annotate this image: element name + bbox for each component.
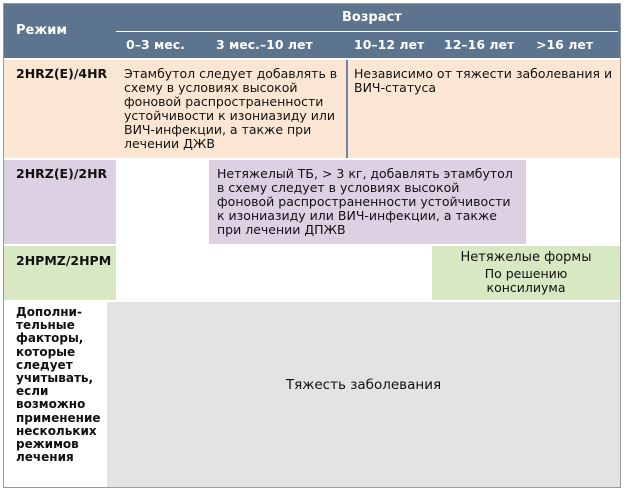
age-group-0: 0–3 мес. <box>126 37 185 52</box>
header-divider <box>116 31 618 32</box>
table-header <box>4 4 620 58</box>
age-group-4: >16 лет <box>536 37 594 52</box>
age-group-3: 12–16 лет <box>444 37 515 52</box>
age-group-1: 3 мес.–10 лет <box>216 37 313 52</box>
row-2-text-cell <box>209 160 526 244</box>
row-4-label-cell <box>4 302 107 487</box>
row-1-left-text: Этамбутол следует добавлять в схему в условиях высокой фоновой распространенности устойчивости к изониазиду или ВИЧ-инфекции, а также при лечении ДЖВ <box>124 66 338 151</box>
row-4-factors-label: Дополни-тельные факторы, которые следует учитывать, если возможно применение нескольких режимов лечения <box>16 305 101 465</box>
row-3-subtitle: По решению консилиума <box>484 266 568 295</box>
row-2-text: Нетяжелый ТБ, > 3 кг, добавлять этамбутол в схему следует в условиях высокой фоновой распространенности устойчивости к изониазиду или ВИЧ-инфекции, а также при лечении ДПЖВ <box>217 166 513 237</box>
row-3-result-cell <box>432 246 620 300</box>
row-1-right-text: Независимо от тяжести заболевания и ВИЧ-статуса <box>354 66 613 95</box>
row-2-label-cell <box>4 160 116 244</box>
age-group-2: 10–12 лет <box>354 37 425 52</box>
row-3-label-cell <box>4 246 116 300</box>
row-1-divider <box>346 60 348 158</box>
row-3-title: Нетяжелые формы <box>460 250 592 265</box>
header-age-label: Возраст <box>342 10 402 25</box>
regimen-table <box>3 3 621 488</box>
row-2-regimen: 2HRZ(E)/2HR <box>16 166 108 181</box>
row-1-regimen: 2HRZ(E)/4HR <box>16 66 108 81</box>
header-regimen-label: Режим <box>16 23 68 38</box>
row-4-text-cell <box>107 302 620 487</box>
row-3-regimen: 2HPMZ/2HPM <box>16 253 112 268</box>
row-1 <box>4 60 620 158</box>
row-4-factors-text: Тяжесть заболевания <box>285 377 442 393</box>
